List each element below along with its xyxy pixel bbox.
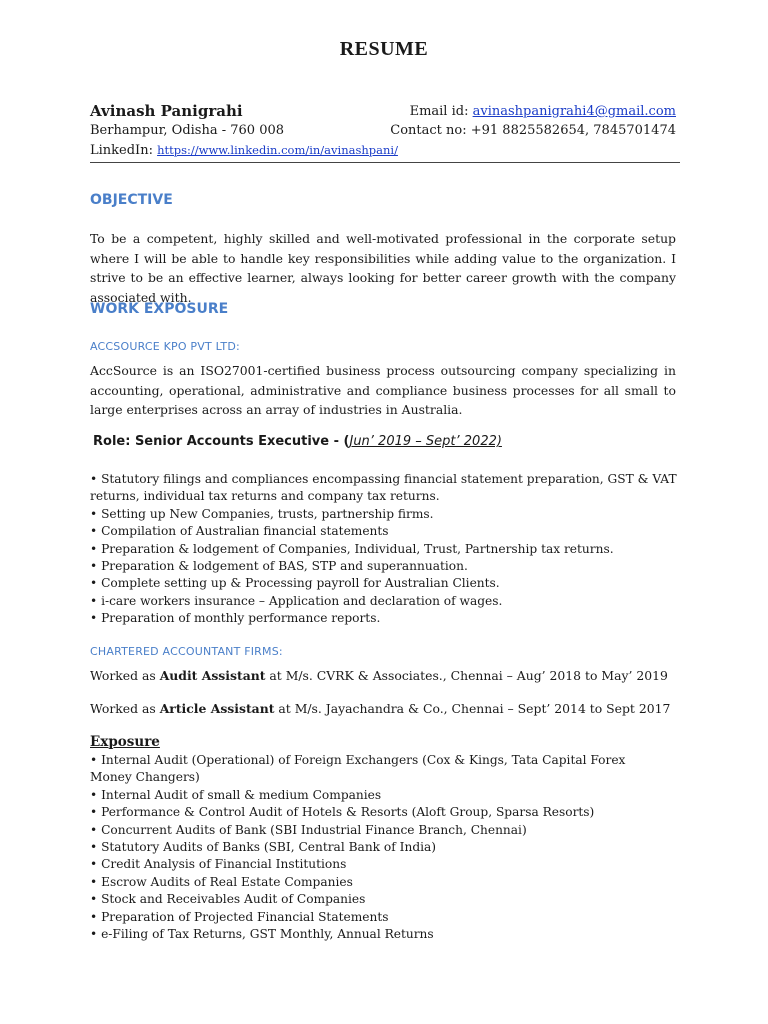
location-text: Berhampur, Odisha - 760 008 — [90, 123, 285, 138]
job-title: Audit Assistant — [159, 668, 266, 683]
job-detail: at M/s. Jayachandra & Co., Chennai – Sept’ 2014 to Sept 2017 — [274, 701, 671, 716]
page-title: RESUME — [339, 38, 429, 60]
list-item: • Statutory Audits of Banks (SBI, Central Bank of India) — [90, 840, 437, 855]
job-title: Article Assistant — [159, 701, 275, 716]
objective-text: To be a competent, highly skilled and well-motivated professional in the corporate setup where I will be able to handle key responsibilities while adding value to the organization. I strive to be an effective learner, always looking for better career growth with the company associated with. — [90, 231, 676, 305]
list-item: • Complete setting up & Processing payroll for Australian Clients. — [90, 576, 500, 591]
list-item: • Compilation of Australian financial statements — [90, 524, 389, 539]
list-item: • Setting up New Companies, trusts, partnership firms. — [90, 506, 434, 521]
role-title — [93, 434, 502, 449]
list-item: • Stock and Receivables Audit of Companies — [90, 892, 366, 907]
list-item: • Performance & Control Audit of Hotels & Resorts (Aloft Group, Sparsa Resorts) — [90, 805, 595, 820]
company-heading: ACCSOURCE KPO PVT LTD: — [90, 340, 240, 353]
list-item: • Concurrent Audits of Bank (SBI Industrial Finance Branch, Chennai) — [90, 822, 527, 837]
list-item: • Escrow Audits of Real Estate Companies — [90, 874, 353, 889]
email-line — [410, 102, 676, 121]
email-link[interactable]: avinashpanigrahi4@gmail.com — [472, 104, 676, 119]
list-item: • Credit Analysis of Financial Institutions — [90, 857, 347, 872]
list-item: • Statutory filings and compliances encompassing financial statement preparation, GST & VAT returns, individual tax returns and company tax returns. — [90, 472, 677, 504]
role-label: Role: Senior Accounts Executive - ( — [93, 434, 350, 449]
list-item: • Internal Audit of small & medium Companies — [90, 787, 382, 802]
header-divider — [90, 162, 680, 163]
work-exposure-heading: WORK EXPOSURE — [90, 301, 229, 317]
job-prefix: Worked as — [90, 668, 160, 683]
objective-heading: OBJECTIVE — [90, 192, 173, 208]
linkedin-label: LinkedIn: — [90, 143, 158, 158]
ca-job-2 — [90, 701, 670, 716]
exposure-heading: Exposure — [90, 734, 160, 750]
exposure-list — [90, 752, 650, 943]
job-detail: at M/s. CVRK & Associates., Chennai – Aug’ 2018 to May’ 2019 — [265, 668, 668, 683]
list-item: • Preparation of monthly performance reports. — [90, 611, 381, 626]
ca-job-1 — [90, 668, 668, 683]
list-item: • Preparation & lodgement of Companies, Individual, Trust, Partnership tax returns. — [90, 541, 614, 556]
list-item: • Preparation of Projected Financial Statements — [90, 909, 389, 924]
duties-list — [90, 471, 680, 628]
candidate-name: Avinash Panigrahi — [90, 102, 243, 120]
company-description: AccSource is an ISO27001-certified business process outsourcing company specializing in accounting, operational, administrative and compliance business processes for all small to large enterprises across an array of industries in Australia. — [90, 363, 676, 417]
ca-firms-heading: CHARTERED ACCOUNTANT FIRMS: — [90, 645, 283, 658]
job-prefix: Worked as — [90, 701, 160, 716]
linkedin-line — [90, 141, 398, 160]
linkedin-link[interactable]: https://www.linkedin.com/in/avinashpani/ — [157, 143, 398, 157]
role-dates: Jun’ 2019 – Sept’ 2022) — [349, 434, 502, 449]
list-item: • Preparation & lodgement of BAS, STP and superannuation. — [90, 559, 468, 574]
email-label: Email id: — [409, 104, 473, 119]
contact-text: Contact no: +91 8825582654, 7845701474 — [390, 123, 676, 138]
list-item: • Internal Audit (Operational) of Foreign Exchangers (Cox & Kings, Tata Capital Forex Money Changers) — [90, 753, 626, 785]
list-item: • e-Filing of Tax Returns, GST Monthly, Annual Returns — [90, 927, 434, 942]
list-item: • i-care workers insurance – Application and declaration of wages. — [90, 593, 503, 608]
